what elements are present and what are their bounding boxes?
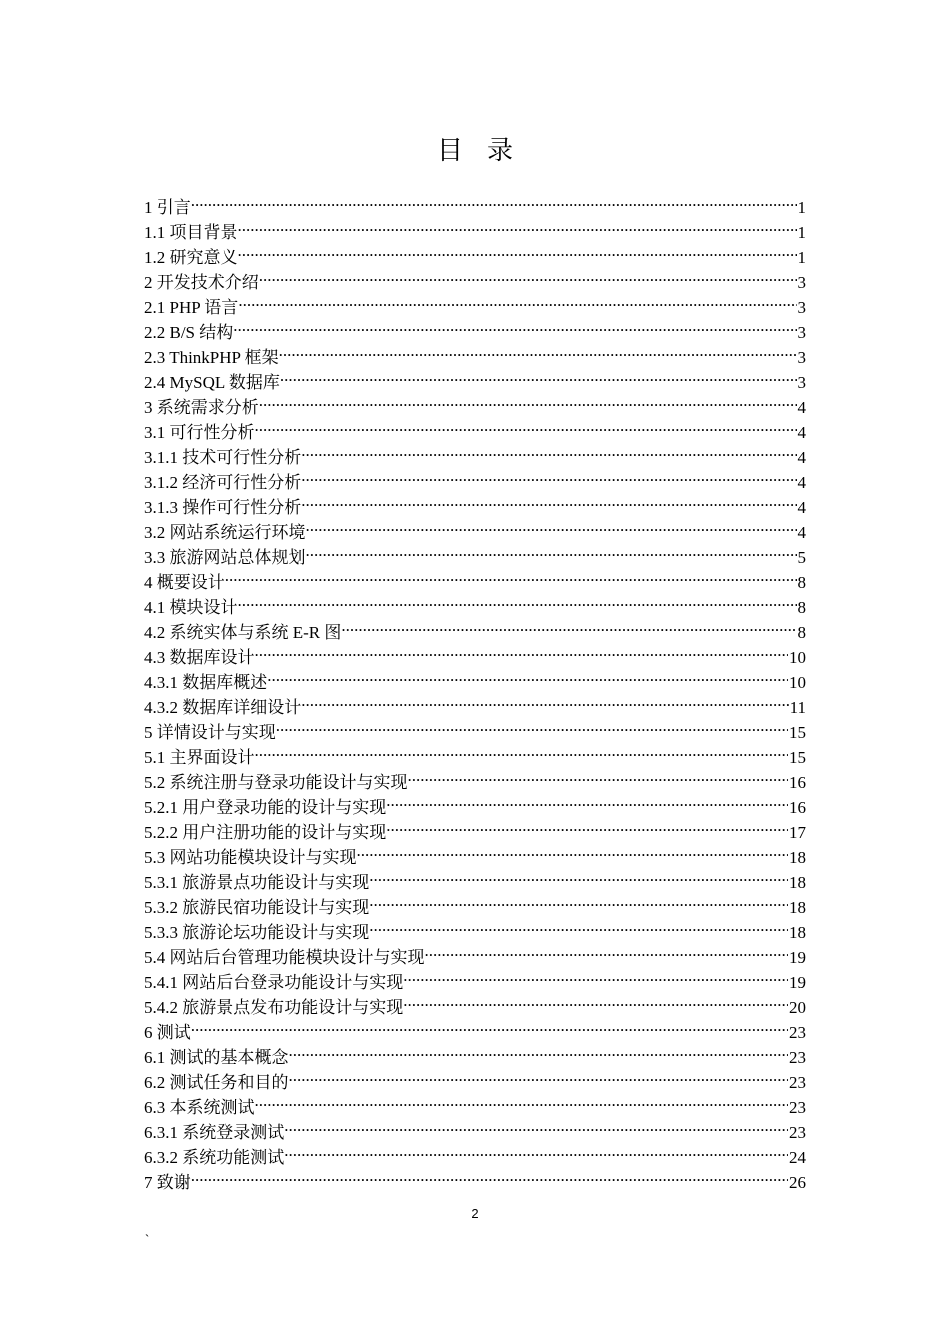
toc-leader-dots [284,1138,788,1163]
toc-entry-page: 19 [789,973,806,992]
toc-entry-page: 8 [797,573,806,592]
toc-entry-page: 23 [789,1023,806,1042]
toc-entry-page: 3 [797,323,806,342]
toc-leader-dots [289,1063,789,1088]
toc-entry-label: 6.1 测试的基本概念 [144,1048,289,1067]
toc-leader-dots [233,313,796,338]
toc-leader-dots [357,838,789,863]
toc-entry[interactable] [144,1038,806,1067]
toc-leader-dots [425,938,789,963]
toc-entry-page: 1 [797,223,806,242]
toc-leader-dots [259,263,797,288]
toc-leader-dots [301,488,796,513]
toc-entry-label: 5.2.2 用户注册功能的设计与实现 [144,823,387,842]
toc-entry-page: 16 [789,798,806,817]
toc-entry-label: 4.3.2 数据库详细设计 [144,698,302,717]
toc-entry-label: 1.1 项目背景 [144,223,238,242]
toc-entry-label: 4.1 模块设计 [144,598,238,617]
toc-entry-page: 10 [789,673,806,692]
page-title-char-2: 录 [487,136,514,166]
toc-entry-label: 6.3 本系统测试 [144,1098,255,1117]
toc-entry-label: 5 详情设计与实现 [144,723,276,742]
toc-entry-label: 5.3.3 旅游论坛功能设计与实现 [144,923,370,942]
toc-leader-dots [238,588,797,613]
toc-entry-page: 8 [797,623,806,642]
toc-entry-page: 15 [789,723,806,742]
page-title-char-1: 目 [436,136,463,166]
toc-leader-dots [341,613,796,638]
toc-leader-dots [238,288,796,313]
toc-entry[interactable] [144,263,806,292]
toc-entry-page: 23 [789,1123,806,1142]
toc-leader-dots [289,1038,789,1063]
toc-leader-dots [225,563,797,588]
toc-leader-dots [386,813,788,838]
toc-entry-page: 16 [789,773,806,792]
toc-entry-page: 4 [797,523,806,542]
toc-entry-label: 5.4.2 旅游景点发布功能设计与实现 [144,998,404,1017]
toc-leader-dots [259,388,797,413]
toc-entry-page: 10 [789,648,806,667]
toc-entry[interactable] [144,313,806,342]
toc-leader-dots [403,988,788,1013]
toc-entry-label: 5.4.1 网站后台登录功能设计与实现 [144,973,404,992]
toc-entry-page: 4 [797,498,806,517]
toc-entry[interactable] [144,288,806,317]
toc-leader-dots [238,238,797,263]
toc-leader-dots [280,363,797,388]
toc-entry-label: 6.3.2 系统功能测试 [144,1148,285,1167]
toc-leader-dots [301,688,788,713]
toc-entry[interactable] [144,1163,806,1192]
toc-entry-page: 20 [789,998,806,1017]
toc-entry-label: 5.2 系统注册与登录功能设计与实现 [144,773,408,792]
toc-entry-label: 7 致谢 [144,1173,191,1192]
toc-entry-label: 4 概要设计 [144,573,225,592]
toc-entry-page: 26 [789,1173,806,1192]
toc-entry-label: 5.1 主界面设计 [144,748,255,767]
toc-leader-dots [191,1163,788,1188]
toc-leader-dots [255,638,789,663]
toc-entry-label: 6 测试 [144,1023,191,1042]
toc-leader-dots [403,963,788,988]
toc-leader-dots [255,413,797,438]
toc-entry-label: 3.1.3 操作可行性分析 [144,498,302,517]
toc-entry-label: 5.4 网站后台管理功能模块设计与实现 [144,948,425,967]
toc-entry-page: 5 [797,548,806,567]
toc-leader-dots [369,888,788,913]
toc-entry-label: 4.3 数据库设计 [144,648,255,667]
toc-entry-page: 18 [789,898,806,917]
toc-entry[interactable] [144,338,806,367]
toc-entry-label: 6.2 测试任务和目的 [144,1073,289,1092]
toc-entry-page: 19 [789,948,806,967]
toc-entry-page: 1 [797,198,806,217]
toc-entry-label: 3 系统需求分析 [144,398,259,417]
toc-leader-dots [255,1088,789,1113]
toc-leader-dots [191,188,797,213]
toc-leader-dots [276,713,788,738]
toc-leader-dots [408,763,789,788]
toc-entry-page: 4 [797,398,806,417]
toc-entry-label: 5.2.1 用户登录功能的设计与实现 [144,798,387,817]
toc-entry-page: 4 [797,448,806,467]
toc-entry-label: 5.3.2 旅游民宿功能设计与实现 [144,898,370,917]
toc-entry-page: 4 [797,473,806,492]
toc-leader-dots [386,788,788,813]
toc-entry-page: 3 [797,273,806,292]
toc-entry-label: 2.3 ThinkPHP 框架 [144,348,279,367]
toc-entry-label: 5.3.1 旅游景点功能设计与实现 [144,873,370,892]
toc-entry-label: 3.1.1 技术可行性分析 [144,448,302,467]
toc-entry-label: 2.4 MySQL 数据库 [144,373,280,392]
toc-entry-label: 4.3.1 数据库概述 [144,673,268,692]
page-title [0,133,950,169]
toc-entry-label: 2.1 PHP 语言 [144,298,239,317]
toc-entry[interactable] [144,563,806,592]
toc-leader-dots [306,538,797,563]
toc-leader-dots [238,213,797,238]
toc-entry-page: 15 [789,748,806,767]
toc-leader-dots [369,863,788,888]
table-of-contents [144,188,806,1192]
toc-leader-dots [191,1013,788,1038]
toc-entry-page: 8 [797,598,806,617]
toc-leader-dots [284,1113,788,1138]
toc-entry-page: 23 [789,1073,806,1092]
toc-entry[interactable] [144,238,806,267]
toc-entry-page: 3 [797,298,806,317]
toc-entry-page: 4 [797,423,806,442]
toc-entry-page: 23 [789,1048,806,1067]
toc-entry-page: 24 [789,1148,806,1167]
toc-leader-dots [279,338,797,363]
toc-entry[interactable] [144,613,806,642]
toc-entry-page: 23 [789,1098,806,1117]
page-number: 2 [471,1206,479,1221]
toc-entry-page: 18 [789,848,806,867]
toc-entry-label: 5.3 网站功能模块设计与实现 [144,848,357,867]
toc-leader-dots [306,513,797,538]
toc-entry-label: 3.1.2 经济可行性分析 [144,473,302,492]
toc-entry[interactable] [144,188,806,217]
toc-entry[interactable] [144,1013,806,1042]
toc-entry-label: 1 引言 [144,198,191,217]
toc-entry-page: 18 [789,873,806,892]
toc-entry-page: 3 [797,373,806,392]
toc-leader-dots [369,913,788,938]
toc-entry-label: 2.2 B/S 结构 [144,323,234,342]
toc-entry-label: 2 开发技术介绍 [144,273,259,292]
toc-leader-dots [255,738,789,763]
toc-entry-label: 4.2 系统实体与系统 E-R 图 [144,623,342,642]
toc-entry[interactable] [144,588,806,617]
toc-leader-dots [301,438,796,463]
toc-entry-label: 1.2 研究意义 [144,248,238,267]
toc-leader-dots [267,663,788,688]
toc-entry-label: 3.1 可行性分析 [144,423,255,442]
toc-entry-label: 6.3.1 系统登录测试 [144,1123,285,1142]
toc-entry[interactable] [144,213,806,242]
stray-mark: ` [145,1232,150,1247]
toc-leader-dots [301,463,796,488]
toc-entry-page: 11 [789,698,806,717]
toc-entry-page: 1 [797,248,806,267]
toc-entry-page: 3 [797,348,806,367]
toc-entry-label: 3.3 旅游网站总体规划 [144,548,306,567]
toc-entry-page: 17 [789,823,806,842]
toc-entry-page: 18 [789,923,806,942]
toc-entry-label: 3.2 网站系统运行环境 [144,523,306,542]
